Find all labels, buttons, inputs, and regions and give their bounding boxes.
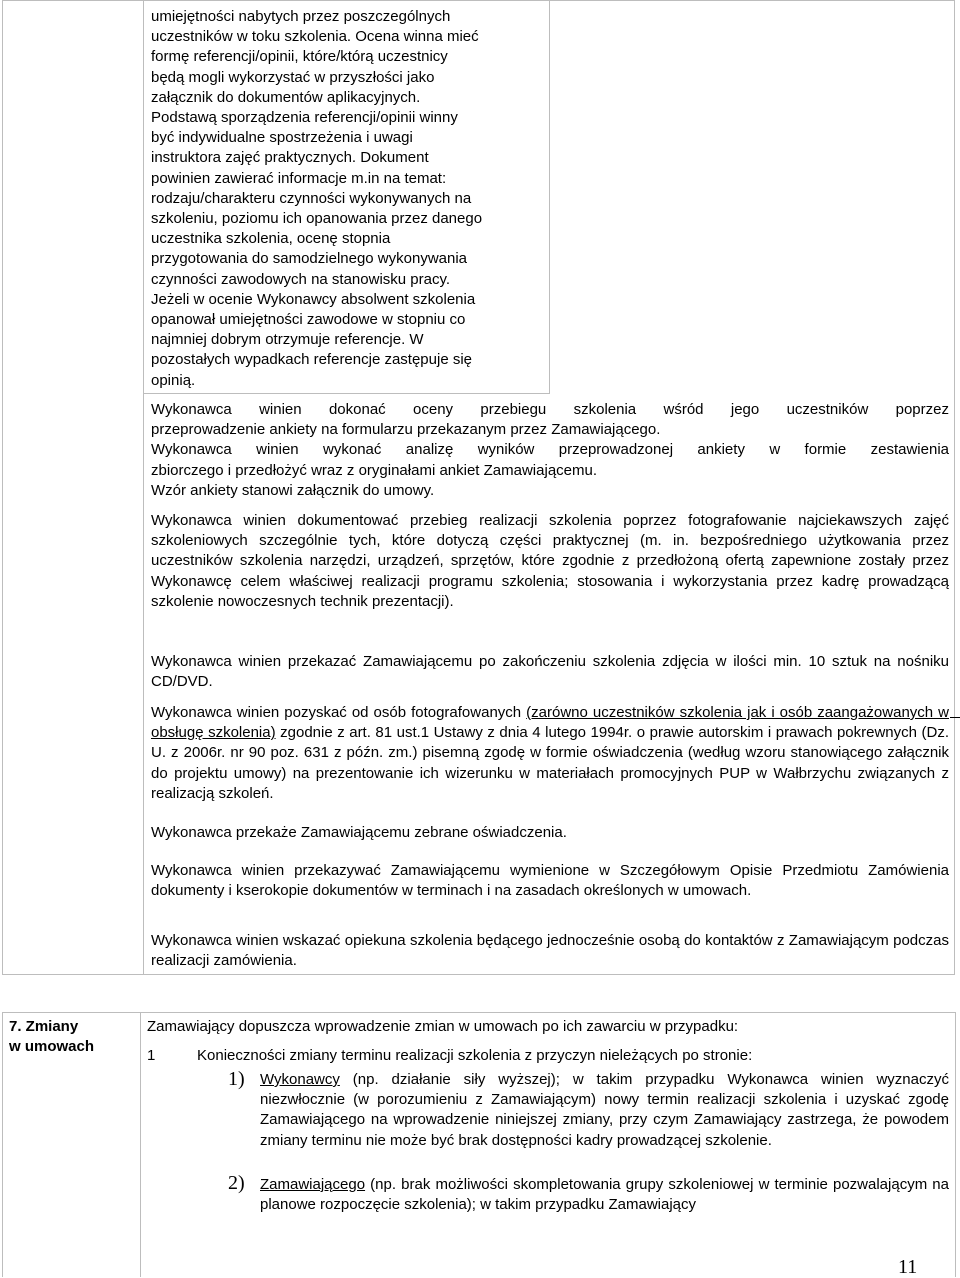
- consent-text-2: zgodnie z art. 81 ust.1 Ustawy z dnia 4 lutego 1994r. o prawie autorskim i prawach pokrewnych (Dz. U. z 2006r. nr 90 poz. 631 z późn. zm.) pisemną zgodę w formie oświadczenia (według wzoru stanowiącego załącznik do projektu umowy) na prezentowanie ich wizerunku w materiałach promocyjnych PUP w Wałbrzychu związanych z realizacją szkoleń.: [151, 724, 949, 802]
- sub-item-1-number: 1): [228, 1068, 245, 1090]
- referencje-line: umiejętności nabytych przez poszczególnych: [151, 8, 451, 25]
- sub-item-2-number: 2): [228, 1172, 245, 1194]
- referencje-line: rodzaju/charakteru czynności wykonywanych na: [151, 189, 472, 207]
- survey-line-2: przeprowadzenie ankiety na formularzu przekazanym przez Zamawiającego.: [151, 421, 661, 439]
- referencje-line: będą mogli wykorzystać w przyszłości jako: [151, 68, 435, 86]
- page-number: 11: [898, 1256, 918, 1278]
- underline-overflow-mark: [950, 717, 960, 718]
- survey-line-5: Wzór ankiety stanowi załącznik do umowy.: [151, 481, 435, 499]
- referencje-line: opanował umiejętności zawodowe w stopniu co: [151, 311, 466, 329]
- referencje-line: Jeżeli w ocenie Wykonawcy absolwent szkolenia: [151, 290, 476, 308]
- section-7-label-line-2: w umowach: [9, 1038, 95, 1055]
- survey-line-1: Wykonawca winien dokonać oceny przebiegu szkolenia wśród jego uczestników poprzez: [151, 401, 949, 418]
- referencje-line: najmniej dobrym otrzymuje referencje. W: [151, 331, 424, 349]
- referencje-line: szkoleniu, poziomu ich opanowania przez danego: [151, 210, 483, 228]
- section-7-label-line-1: 7. Zmiany: [9, 1018, 79, 1035]
- sub-item-2-text: [260, 1175, 949, 1215]
- consent-underlined: (zarówno uczestników szkolenia jak i osób zaangażowanych w obsługę szkolenia): [151, 704, 949, 742]
- section-7-item-number: 1: [147, 1047, 156, 1064]
- survey-line-4: zbiorczego i przedłożyć wraz z oryginałami ankiet Zamawiającemu.: [151, 461, 598, 479]
- section-7-item-text: Konieczności zmiany terminu realizacji szkolenia z przyczyn nieleżących po stronie:: [197, 1047, 753, 1064]
- referencje-line: przygotowania do samodzielnego wykonywania: [151, 250, 468, 268]
- referencje-line: załącznik do dokumentów aplikacyjnych.: [151, 88, 421, 106]
- referencje-opinie-text: [151, 7, 546, 391]
- survey-line-3: Wykonawca winien wykonać analizę wyników przeprowadzonej ankiety w formie zestawienia: [151, 441, 949, 459]
- sub-item-1-text: [260, 1070, 949, 1151]
- sub-item-1-body: (np. działanie siły wyższej); w takim przypadku Wykonawca winien wyznaczyć niezwłocznie (w porozumieniu z Zamawiającym) nowy termin realizacji szkolenia i uzyskać zgodę Zamawiającego na wprowadzenie niniejszej zmiany, przy czym Zamawiający zastrzega, że powodem zmiany terminu nie może być brak dostępności kadry prowadzącej szkolenie.: [260, 1071, 949, 1149]
- referencje-line: formę referencji/opinii, które/którą uczestnicy: [151, 48, 448, 66]
- consent-text-1: Wykonawca winien pozyskać od osób fotografowanych: [151, 704, 527, 721]
- referencje-line: być indywidualne spostrzeżenia i uwagi: [151, 129, 413, 147]
- statements-paragraph: Wykonawca przekaże Zamawiającemu zebrane oświadczenia.: [151, 824, 567, 841]
- cd-transfer-paragraph: Wykonawca winien przekazać Zamawiającemu po zakończeniu szkolenia zdjęcia w ilości min. 10 sztuk na nośniku CD/DVD.: [151, 653, 949, 691]
- sub-item-2-body: (np. brak możliwości skompletowania grupy szkoleniowej w terminie pozwalającym na planowe rozpoczęcie szkolenia); w takim przypadku Zamawiający: [260, 1176, 949, 1214]
- referencje-line: uczestników w toku szkolenia. Ocena winna mieć: [151, 28, 479, 46]
- referencje-line: uczestnika szkolenia, ocenę stopnia: [151, 230, 391, 248]
- sub-item-2-party: Zamawiającego: [260, 1176, 366, 1193]
- documents-paragraph: Wykonawca winien przekazywać Zamawiającemu wymienione w Szczegółowym Opisie Przedmiotu Zamówienia dokumenty i kserokopie dokumentów w terminach i na zasadach określonych w umowach.: [151, 862, 949, 900]
- section7-column-divider: [140, 1012, 141, 1277]
- survey-paragraph: [151, 400, 949, 501]
- sub-item-1-party: Wykonawcy: [260, 1071, 340, 1088]
- referencje-line: czynności zawodowych na stanowisku pracy.: [151, 270, 451, 288]
- referencje-line: powinien zawierać informacje m.in na temat:: [151, 169, 447, 187]
- referencje-line: instruktora zajęć praktycznych. Dokument: [151, 149, 429, 167]
- referencje-line: Podstawą sporządzenia referencji/opinii winny: [151, 109, 458, 127]
- consent-paragraph: [151, 703, 949, 804]
- section-7-label: [9, 1017, 134, 1057]
- section-7-intro: Zamawiający dopuszcza wprowadzenie zmian w umowach po ich zawarciu w przypadku:: [147, 1018, 739, 1035]
- guardian-paragraph: Wykonawca winien wskazać opiekuna szkolenia będącego jednocześnie osobą do kontaktów z Zamawiającym podczas realizacji zamówienia.: [151, 932, 949, 970]
- photo-documentation-paragraph: Wykonawca winien dokumentować przebieg realizacji szkolenia poprzez fotografowanie najciekawszych zajęć szkoleniowych szczególnie tych, które dotyczą części praktycznej (m. in. bezpośredniego użytkowania przez uczestników szkolenia narzędzi, urządzeń, sprzętów, które zgodnie z przedłożoną ofertą zapewnione zostały przez Wykonawcę celem właściwej realizacji programu szkolenia; stosowania i wykorzystania przez kadrę prowadzącą szkolenie nowoczesnych technik prezentacji).: [151, 512, 949, 610]
- referencje-line: pozostałych wypadkach referencje zastępuje się: [151, 351, 473, 369]
- referencje-line: opinią.: [151, 371, 196, 389]
